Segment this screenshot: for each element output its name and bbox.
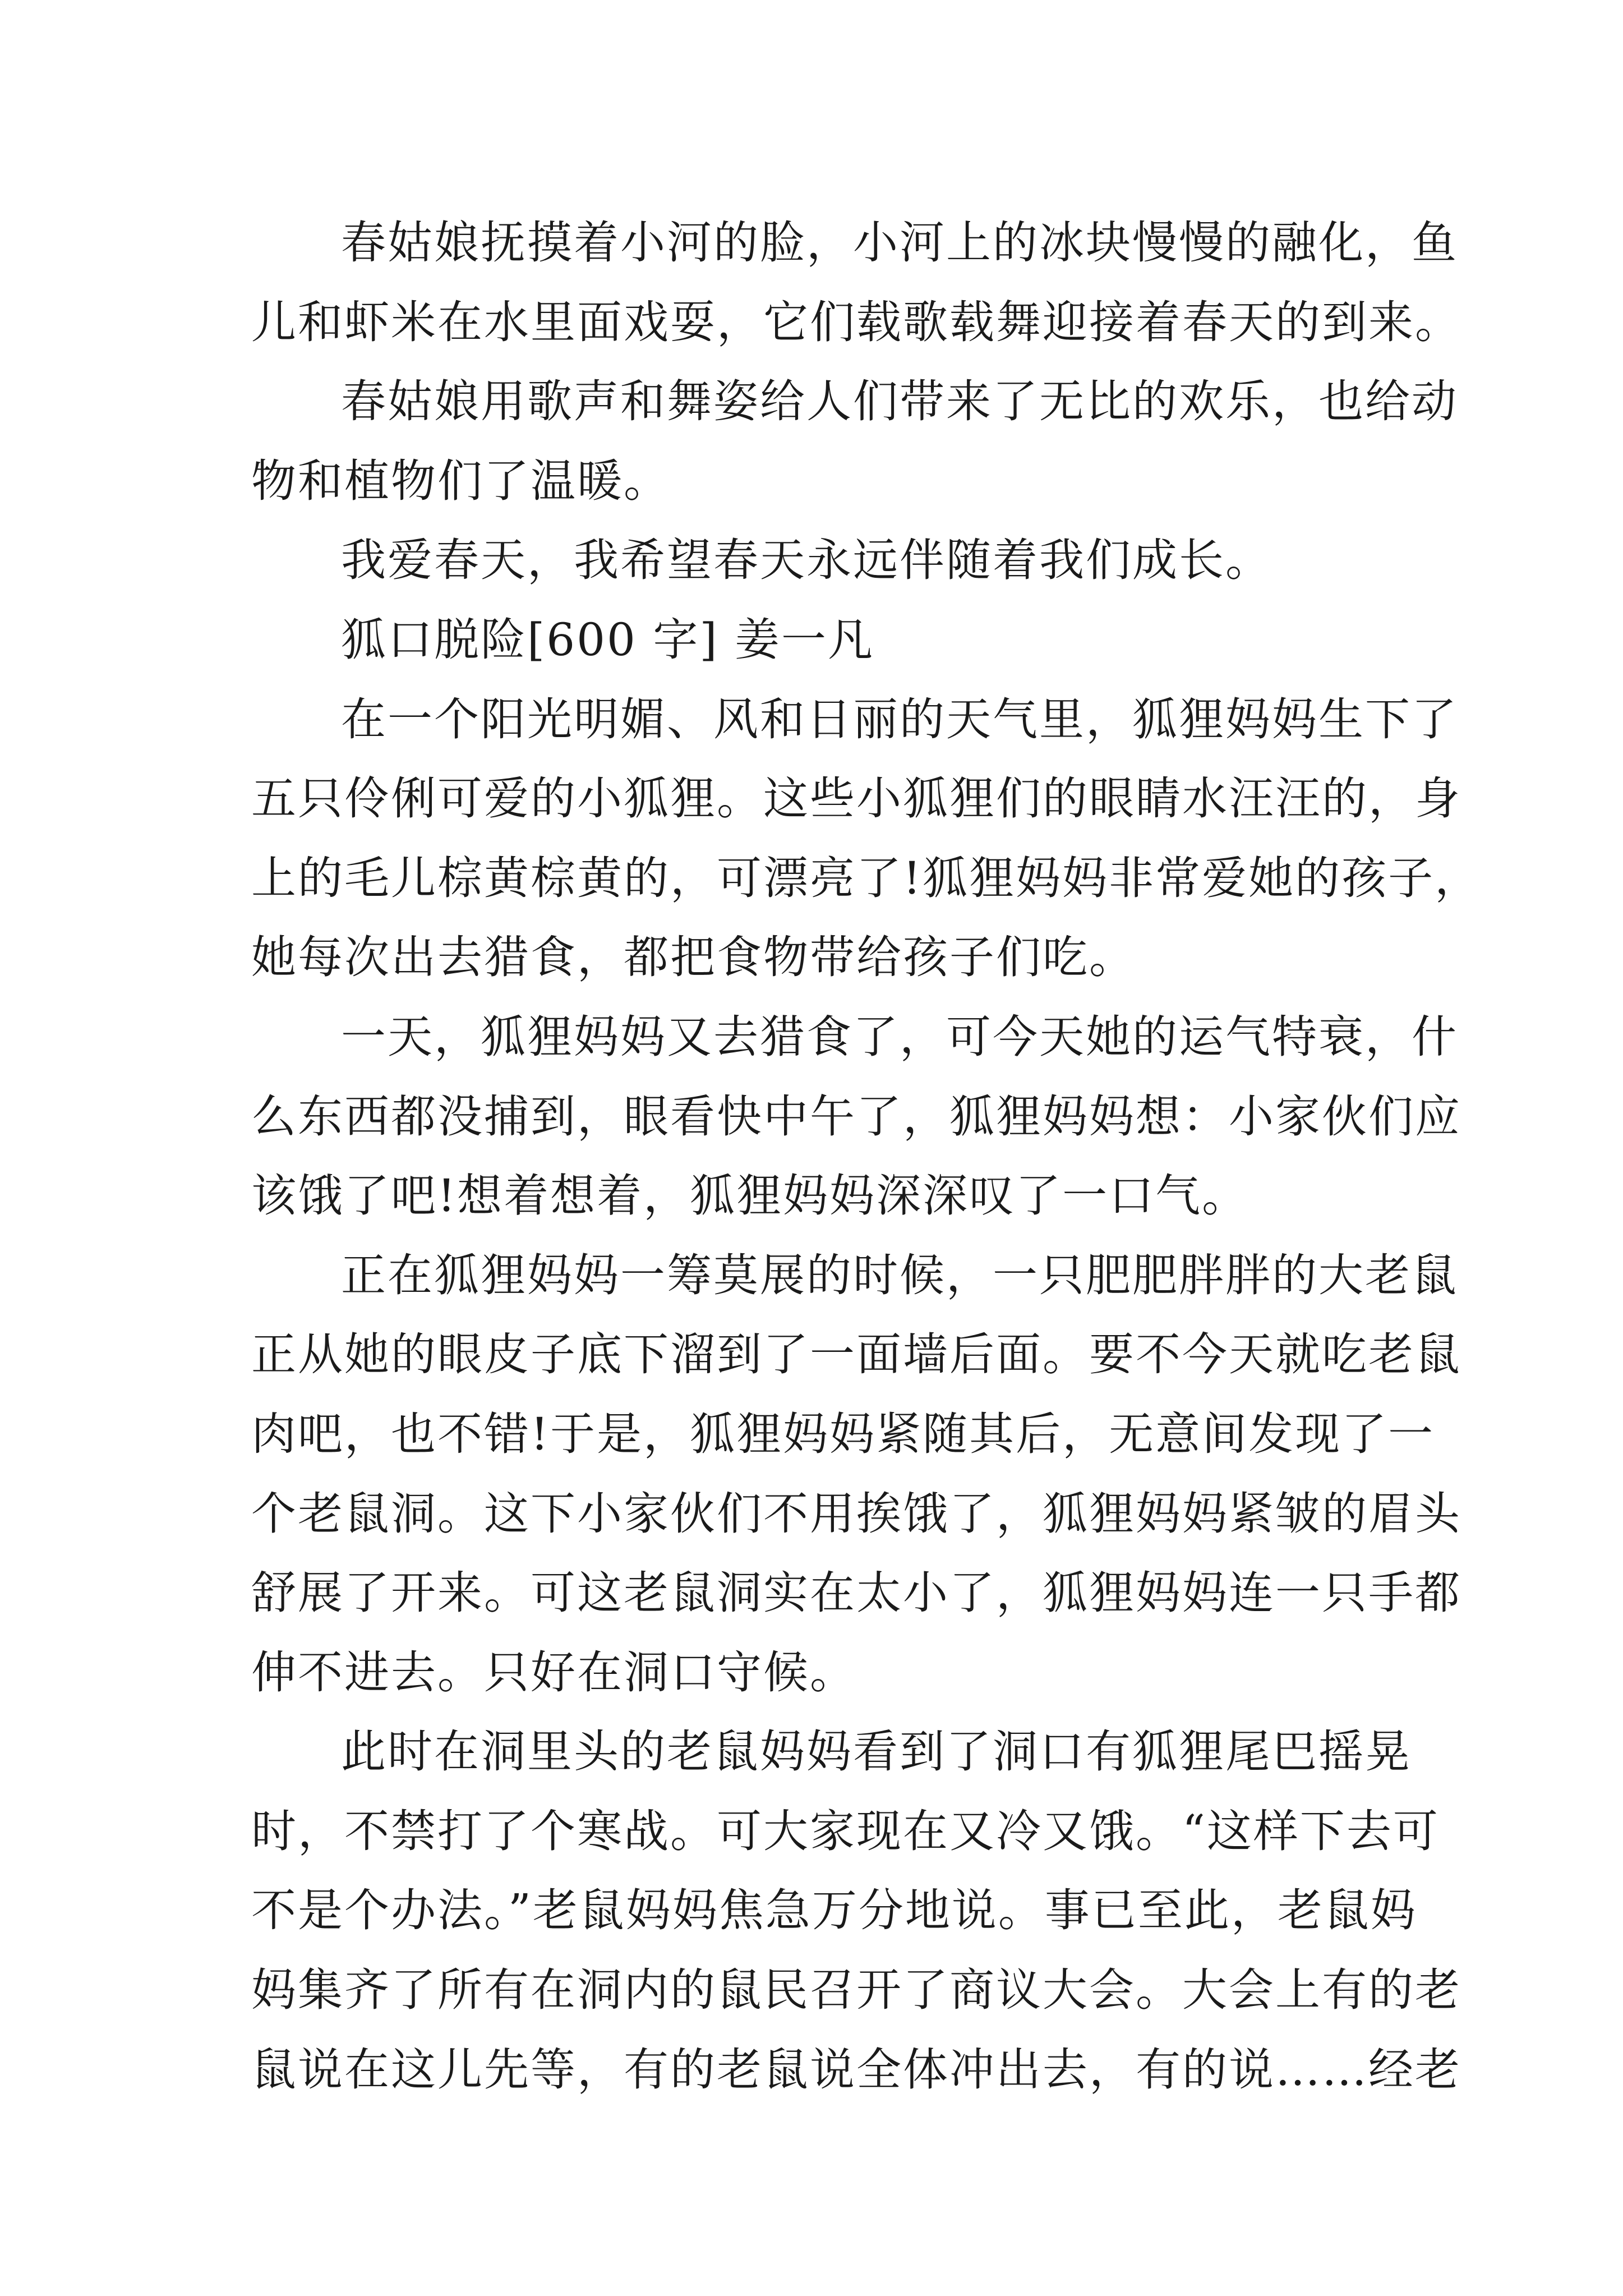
paragraph [251,1236,1461,1713]
text-line: 春姑娘用歌声和舞姿给人们带来了无比的欢乐，也给动 [341,375,1458,428]
text-line: 个老鼠洞。这下小家伙们不用挨饿了，狐狸妈妈紧皱的眉头 [251,1487,1461,1540]
text-line: 狐口脱险[600 字] 姜一凡 [341,613,874,666]
text-line: 妈集齐了所有在洞内的鼠民召开了商议大会。大会上有的老 [251,1964,1461,2017]
paragraph [251,997,1461,1236]
text-line: 我爱春天，我希望春天永远伴随着我们成长。 [341,534,1272,587]
paragraph [251,521,1395,600]
paragraph [251,362,1458,521]
text-line: 伸不进去。只好在洞口守候。 [251,1646,856,1699]
text-line: 正在狐狸妈妈一筹莫展的时候，一只肥肥胖胖的大老鼠 [341,1249,1458,1301]
paragraph [251,203,1461,362]
text-line: 物和植物们了温暖。 [251,454,670,507]
text-line: 肉吧，也不错!于是，狐狸妈妈紧随其后，无意间发现了一 [251,1407,1435,1460]
text-line: 她每次出去猎食，都把食物带给孩子们吃。 [251,931,1136,984]
paragraph [251,1712,1461,2109]
text-line: 此时在洞里头的老鼠妈妈看到了洞口有狐狸尾巴摇晃 [341,1726,1412,1778]
text-line: 儿和虾米在水里面戏耍，它们载歌载舞迎接着春天的到来。 [251,296,1461,348]
document-text [251,203,1482,2109]
text-line: 在一个阳光明媚、风和日丽的天气里，狐狸妈妈生下了 [341,693,1458,746]
text-line: 舒展了开来。可这老鼠洞实在太小了，狐狸妈妈连一只手都 [251,1567,1461,1619]
text-line: 么东西都没捕到，眼看快中午了，狐狸妈妈想：小家伙们应 [251,1090,1461,1143]
article-heading [251,600,1395,680]
text-line: 正从她的眼皮子底下溜到了一面墙后面。要不今天就吃老鼠 [251,1328,1461,1381]
text-line: 上的毛儿棕黄棕黄的，可漂亮了!狐狸妈妈非常爱她的孩子， [251,852,1482,904]
text-line: 一天，狐狸妈妈又去猎食了，可今天她的运气特衰，什 [341,1010,1458,1063]
text-line: 五只伶俐可爱的小狐狸。这些小狐狸们的眼睛水汪汪的，身 [251,772,1461,825]
text-line: 时，不禁打了个寒战。可大家现在又冷又饿。“这样下去可 [251,1805,1440,1857]
paragraph [251,680,1482,997]
text-line: 不是个办法。”老鼠妈妈焦急万分地说。事已至此，老鼠妈 [251,1884,1417,1937]
text-line: 该饿了吧!想着想着，狐狸妈妈深深叹了一口气。 [251,1170,1249,1222]
text-line: 鼠说在这儿先等，有的老鼠说全体冲出去，有的说……经老 [251,2043,1461,2096]
text-line: 春姑娘抚摸着小河的脸，小河上的冰块慢慢的融化，鱼 [341,217,1458,269]
